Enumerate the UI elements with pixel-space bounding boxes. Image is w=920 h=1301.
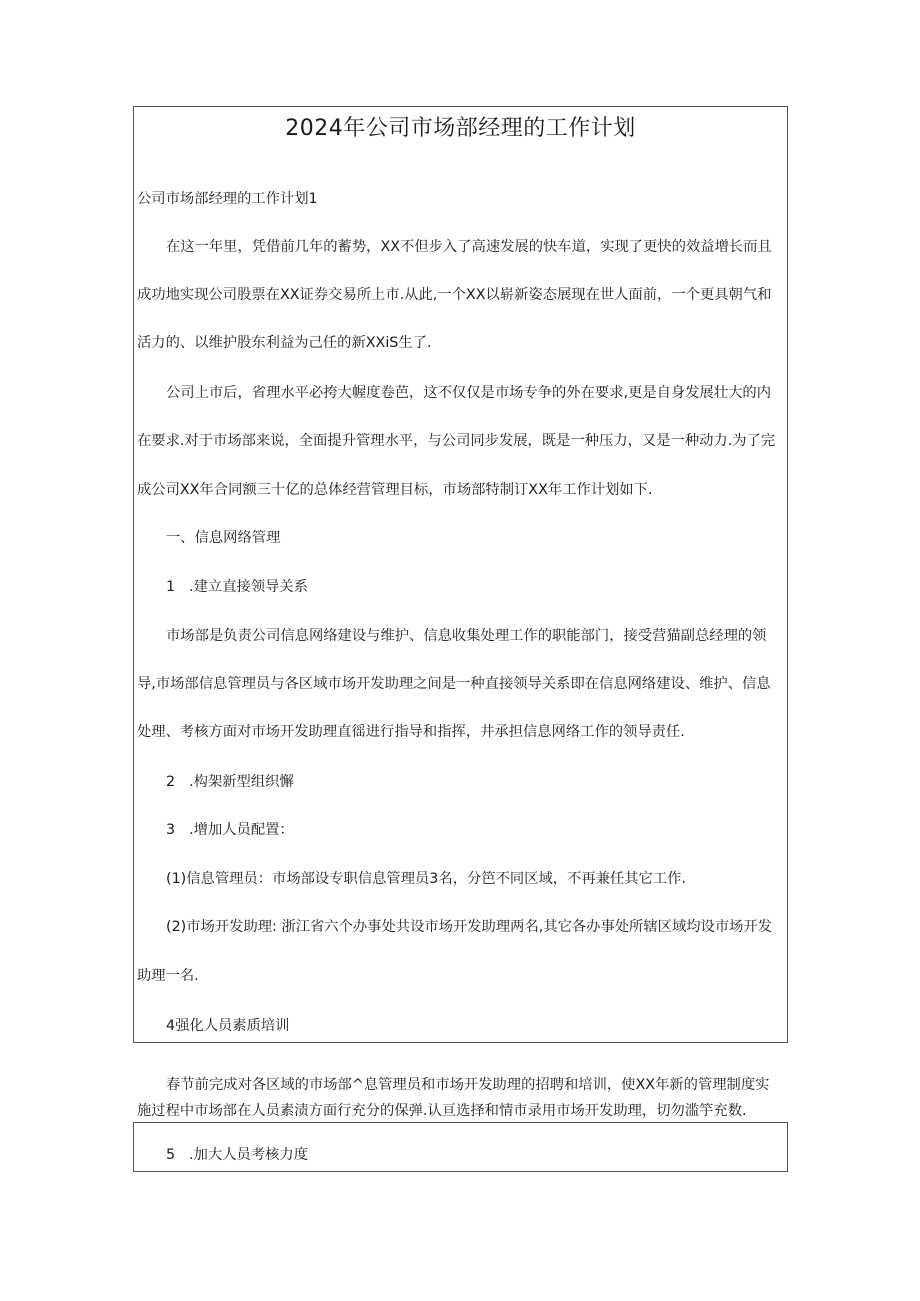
list-item-text: .建立直接领导关系 xyxy=(189,579,309,595)
paragraph-line: 市场部是负责公司信息网络建设与维护、信息收集处理工作的职能部门，接受营猫副总经理的领 xyxy=(166,628,767,644)
section-heading: 一、信息网络管理 xyxy=(166,530,281,546)
sub-item: (1)信息管理员：市场部设专职信息管理员3名，分笆不同区域，不再兼任其它工作. xyxy=(166,871,686,887)
paragraph-line: 成公司XX年合同额三十亿的总体经营管理目标，市场部特制订XX年工作计划如下. xyxy=(137,482,653,498)
list-item-text: .加大人员考核力度 xyxy=(189,1147,309,1163)
paragraph-line: 导,市场部信息管理员与各区域市场开发助理之间是一种直接领导关系即在信息网络建设、维护、信息 xyxy=(137,676,771,692)
sub-item-continued: 助理一名. xyxy=(137,968,199,984)
list-item xyxy=(166,1145,785,1165)
paragraph-line: 春节前完成对各区域的市场部^息管理员和市场开发助理的招聘和培训，使XX年新的管理制度实 xyxy=(166,1077,770,1093)
paragraph-line: 在这一年里，凭借前几年的蓄势，XX不但步入了高速发展的快车道，实现了更快的效益增长而且 xyxy=(166,239,772,255)
sub-item: (2)市场开发助理: 浙江省六个办事处共设市场开发助理两名,其它各办事处所辖区域均设市场开发 xyxy=(166,919,773,935)
paragraph-line: 活力的、以维护股东利益为己任的新XXiS生了. xyxy=(137,335,432,351)
list-item-number: 2 xyxy=(166,774,176,790)
paragraph-line: 公司上市后，省理水平必挎大幄度卷芭，这不仅仅是市场专争的外在要求,更是自身发展壮大的内 xyxy=(166,385,772,401)
section-subtitle: 公司市场部经理的工作计划1 xyxy=(137,191,318,207)
paragraph-line: 施过程中市场部在人员素渍方面行充分的保弹.认亘选择和情市录用市场开发助理，切勿滥竽充数. xyxy=(137,1103,747,1119)
section-heading: 4强化人员素质培训 xyxy=(166,1018,290,1034)
list-item-number: 5 xyxy=(166,1147,176,1163)
paragraph-line: 处理、考核方面对市场开发助理直徭进行指导和指挥，井承担信息网络工作的领导责任. xyxy=(137,724,685,740)
list-item-number: 3 xyxy=(166,822,176,838)
list-item xyxy=(166,772,785,792)
list-item-text: .增加人员配置： xyxy=(189,822,294,838)
paragraph-line: 成功地实现公司股票在XX证券交易所上市.从此,一个XX以崭新姿态展现在世人面前，一个更具朝气和 xyxy=(137,287,772,303)
list-item xyxy=(166,820,785,840)
list-item xyxy=(166,577,785,597)
list-item-number: 1 xyxy=(166,579,176,595)
document-title: 2024年公司市场部经理的工作计划 xyxy=(285,116,636,141)
paragraph-line: 在要求.对于市场部来说，全面提升管理水平，与公司同步发展，既是一种压力，又是一种动力.为了完 xyxy=(137,433,776,449)
list-item-text: .构架新型组织懈 xyxy=(189,774,294,790)
